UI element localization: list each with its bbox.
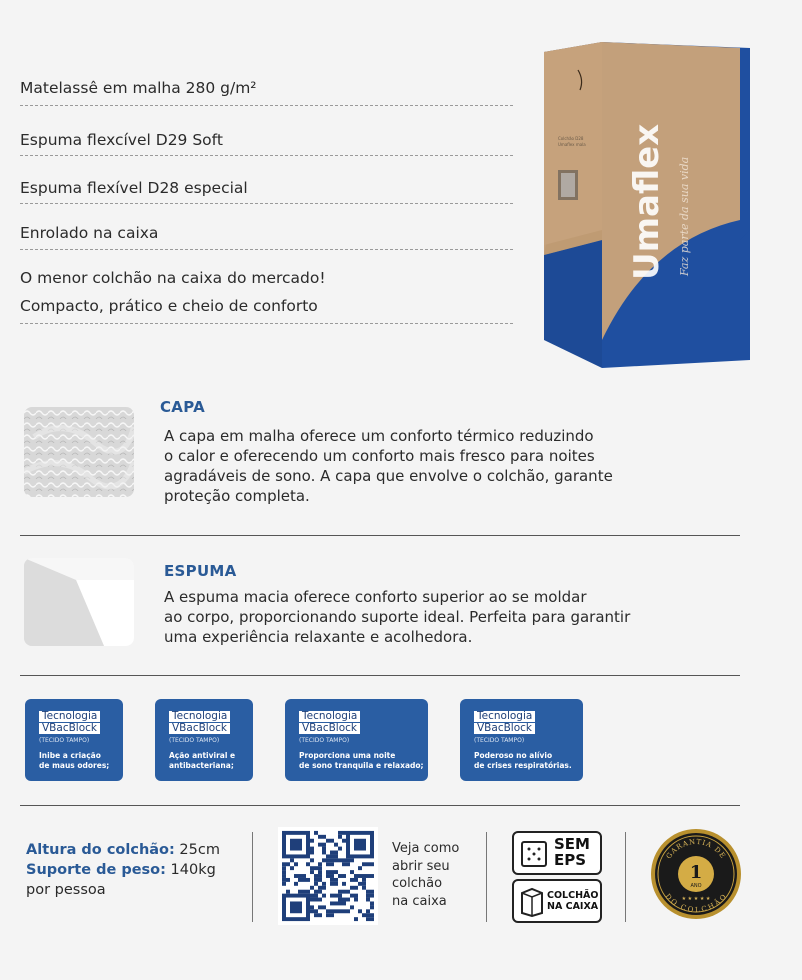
seal-bottom-text: DO COLCHÃO [663, 892, 729, 915]
seal-unit: ANO [690, 883, 702, 889]
espuma-foam-image [24, 558, 134, 646]
colchao-na-caixa-badge: COLCHÃO NA CAIXA [512, 879, 602, 923]
tech-card-1: Tecnologia VBacBlock (TECIDO TAMPO) Inibe a criação de maus odores; [25, 699, 123, 781]
qr-code-image[interactable] [278, 827, 378, 925]
tech-card-3: Tecnologia VBacBlock (TECIDO TAMPO) Proporciona uma noite de sono tranquila e relaxado; [285, 699, 428, 781]
specs-block: Altura do colchão: 25cm Suporte de peso: 140kg por pessoa [26, 842, 220, 898]
svg-text:★ ★ ★ ★ ★: ★ ★ ★ ★ ★ [681, 896, 711, 902]
box-brand-text: Umaflex [627, 123, 667, 280]
feature-item-5: O menor colchão na caixa do mercado! Compacto, prático e cheio de conforto [20, 264, 513, 324]
svg-text:Umaflex mala: Umaflex mala [558, 142, 586, 147]
seal-top-text: GARANTIA DE [664, 837, 728, 861]
svg-text:Colchão D28: Colchão D28 [558, 136, 584, 141]
divider-vertical [486, 832, 487, 922]
capa-fabric-image [24, 407, 134, 497]
warranty-seal [650, 828, 742, 920]
tech-card-4: Tecnologia VBacBlock (TECIDO TAMPO) Poderoso no alívio de crises respiratórias. [460, 699, 583, 781]
sem-eps-badge: SEM EPS [512, 831, 602, 875]
espuma-description: A espuma macia oferece conforto superior ao se moldar ao corpo, proporcionando suporte ideal. Perfeita para garantir uma experiência relaxante e acolhedora. [164, 588, 631, 646]
capa-title: CAPA [160, 398, 206, 416]
tech-card-2: Tecnologia VBacBlock (TECIDO TAMPO) Ação antiviral e antibacteriana; [155, 699, 253, 781]
feature-item-2: Espuma flexcível D29 Soft [20, 126, 513, 156]
capa-description: A capa em malha oferece um conforto térmico reduzindo o calor e oferecendo um conforto mais fresco para noites agradáveis de sono. A capa que envolve o colchão, garante proteção completa. [164, 427, 613, 505]
box-icon [519, 887, 545, 917]
feature-item-1: Matelassê em malha 280 g/m² [20, 74, 513, 106]
espuma-title: ESPUMA [164, 562, 237, 580]
svg-text:Faz parte da sua vida: Faz parte da sua vida [678, 156, 691, 276]
feature-item-4: Enrolado na caixa [20, 219, 513, 250]
foam-dots-icon [520, 840, 548, 868]
product-box-image [540, 40, 752, 370]
qr-caption: Veja como abrir seu colchão na caixa [392, 841, 460, 909]
feature-item-3: Espuma flexível D28 especial [20, 174, 513, 204]
divider [20, 805, 740, 806]
divider-vertical [625, 832, 626, 922]
divider-vertical [252, 832, 253, 922]
divider [20, 535, 740, 536]
seal-number: 1 [689, 862, 703, 883]
divider [20, 675, 740, 676]
